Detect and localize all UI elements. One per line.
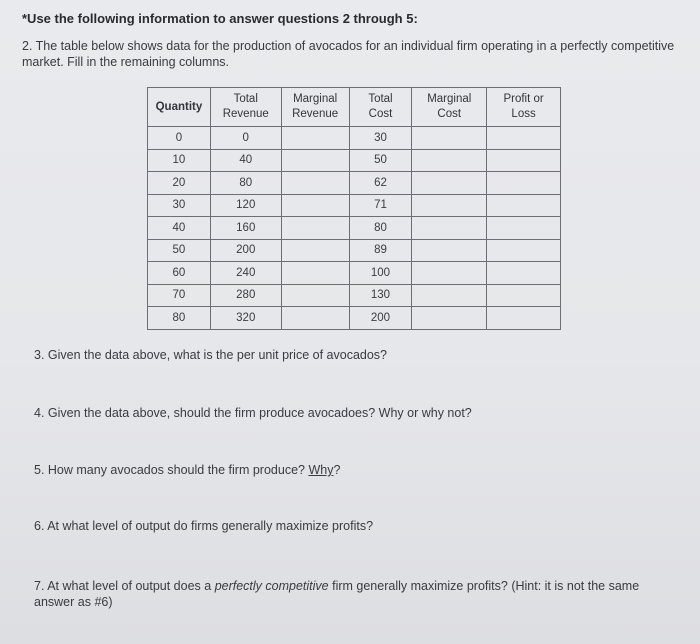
cell-quantity: 40 — [148, 217, 211, 240]
cell-quantity: 50 — [148, 239, 211, 262]
cell-marginal-cost — [412, 127, 487, 150]
cell-quantity: 30 — [148, 194, 211, 217]
cell-total-cost: 71 — [349, 194, 412, 217]
cell-marginal-revenue — [281, 262, 349, 285]
question-7 — [34, 578, 674, 610]
cell-quantity: 80 — [148, 307, 211, 330]
header-total-revenue: Total Revenue — [210, 88, 281, 127]
question-4: 4. Given the data above, should the firm produce avocadoes? Why or why not? — [34, 406, 472, 420]
cell-profit-or-loss — [487, 194, 561, 217]
cell-profit-or-loss — [487, 262, 561, 285]
cell-marginal-revenue — [281, 284, 349, 307]
cell-marginal-revenue — [281, 172, 349, 195]
cell-marginal-cost — [412, 172, 487, 195]
question-7-italic: perfectly competitive — [214, 579, 329, 593]
cell-total-cost: 130 — [349, 284, 412, 307]
cell-marginal-cost — [412, 239, 487, 262]
cell-quantity: 60 — [148, 262, 211, 285]
cell-marginal-revenue — [281, 307, 349, 330]
cell-marginal-cost — [412, 307, 487, 330]
cell-total-cost: 89 — [349, 239, 412, 262]
cell-marginal-cost — [412, 149, 487, 172]
cell-marginal-cost — [412, 194, 487, 217]
table-row — [148, 262, 561, 285]
table-row — [148, 127, 561, 150]
question-7-part2: firm generally maximize profits? (Hint: it is not the same answer as #6) — [34, 579, 640, 609]
cell-marginal-cost — [412, 217, 487, 240]
question-6: 6. At what level of output do firms generally maximize profits? — [34, 519, 374, 533]
cell-profit-or-loss — [487, 149, 561, 172]
cell-quantity: 20 — [148, 172, 211, 195]
question-5 — [34, 462, 340, 478]
table-row — [148, 239, 561, 262]
cell-total-revenue: 80 — [210, 172, 281, 195]
cell-total-revenue: 240 — [210, 262, 281, 285]
table-row — [148, 284, 561, 307]
table-header-row — [148, 88, 561, 127]
table-row — [148, 307, 561, 330]
avocado-production-table — [147, 87, 561, 330]
cell-total-cost: 80 — [349, 217, 412, 240]
question-3: 3. Given the data above, what is the per unit price of avocados? — [34, 348, 387, 362]
cell-marginal-revenue — [281, 149, 349, 172]
cell-profit-or-loss — [487, 127, 561, 150]
cell-total-cost: 62 — [349, 172, 412, 195]
cell-quantity: 70 — [148, 284, 211, 307]
cell-marginal-revenue — [281, 239, 349, 262]
cell-marginal-revenue — [281, 217, 349, 240]
cell-profit-or-loss — [487, 307, 561, 330]
question-2: 2. The table below shows data for the production of avocados for an individual firm operating in a perfectly competitive market. Fill in the remaining columns. — [22, 39, 675, 69]
header-profit-or-loss: Profit or Loss — [487, 88, 561, 127]
header-total-cost: Total Cost — [349, 88, 412, 127]
table-row — [148, 194, 561, 217]
cell-marginal-revenue — [281, 194, 349, 217]
cell-total-cost: 200 — [349, 307, 412, 330]
header-quantity: Quantity — [148, 88, 211, 127]
cell-total-revenue: 120 — [210, 194, 281, 217]
cell-profit-or-loss — [487, 239, 561, 262]
cell-total-revenue: 160 — [210, 217, 281, 240]
cell-total-cost: 100 — [349, 262, 412, 285]
table-row — [148, 172, 561, 195]
cell-marginal-cost — [412, 262, 487, 285]
cell-total-revenue: 320 — [210, 307, 281, 330]
header-marginal-cost: Marginal Cost — [412, 88, 487, 127]
cell-total-cost: 30 — [349, 127, 412, 150]
cell-quantity: 10 — [148, 149, 211, 172]
cell-profit-or-loss — [487, 217, 561, 240]
cell-total-cost: 50 — [349, 149, 412, 172]
table-row — [148, 217, 561, 240]
cell-marginal-revenue — [281, 127, 349, 150]
cell-profit-or-loss — [487, 172, 561, 195]
question-5-end: ? — [333, 463, 341, 477]
cell-marginal-cost — [412, 284, 487, 307]
cell-total-revenue: 40 — [210, 149, 281, 172]
instructions-heading: *Use the following information to answer questions 2 through 5: — [22, 11, 418, 26]
question-5-text: 5. How many avocados should the firm produce? — [34, 463, 309, 477]
header-marginal-revenue: Marginal Revenue — [281, 88, 349, 127]
table-row — [148, 149, 561, 172]
cell-total-revenue: 280 — [210, 284, 281, 307]
cell-total-revenue: 0 — [210, 127, 281, 150]
question-7-part1: 7. At what level of output does a — [34, 579, 215, 593]
cell-profit-or-loss — [487, 284, 561, 307]
question-5-why: Why — [308, 463, 334, 477]
cell-total-revenue: 200 — [210, 239, 281, 262]
cell-quantity: 0 — [148, 127, 211, 150]
